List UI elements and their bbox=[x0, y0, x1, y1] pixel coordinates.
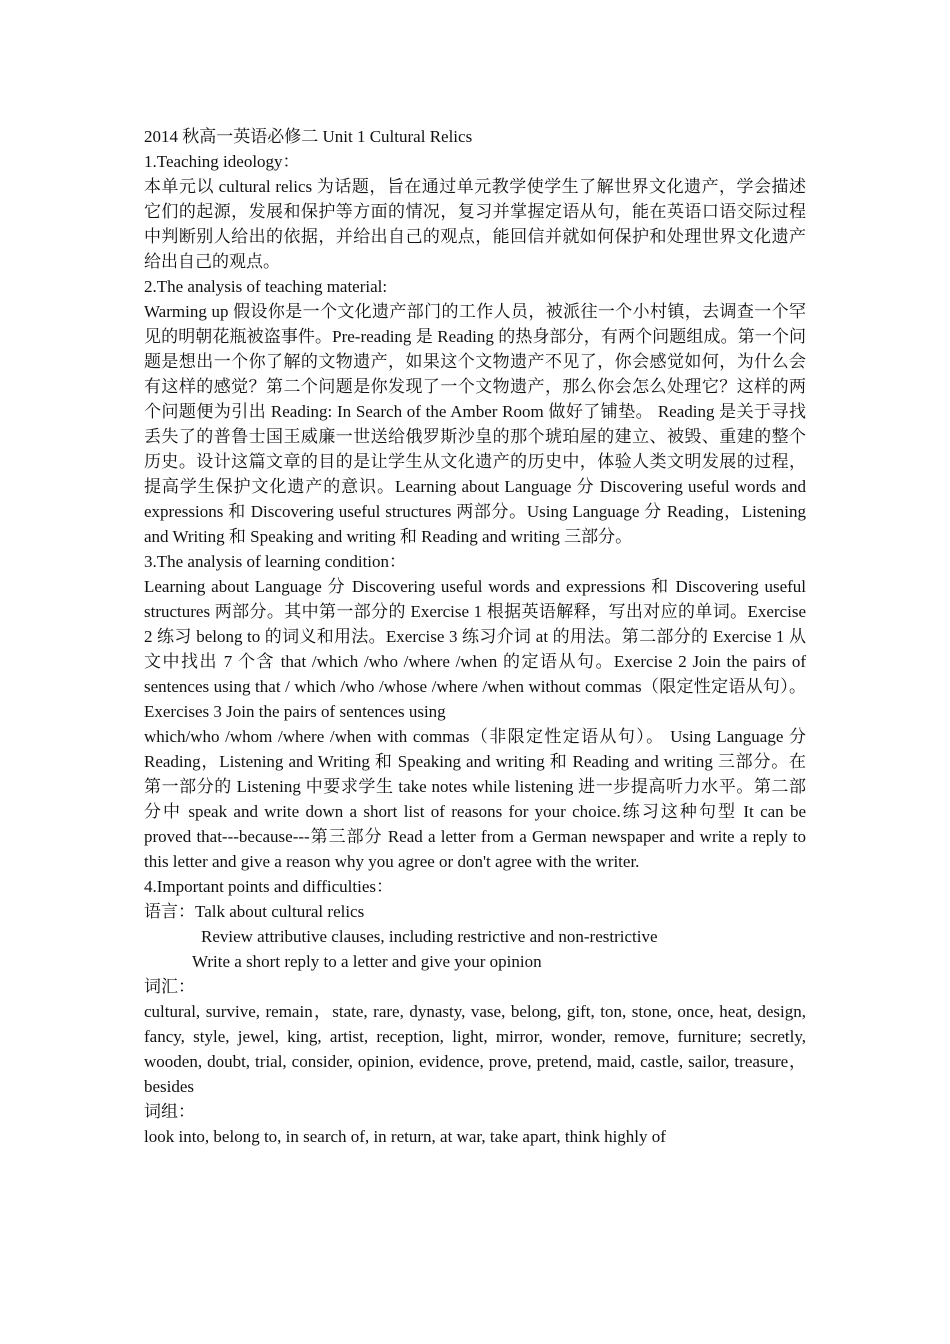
section-heading-learning-condition: 3.The analysis of learning condition： bbox=[144, 552, 407, 571]
phrases-list: look into, belong to, in search of, in return, at war, take apart, think highly of bbox=[144, 1127, 666, 1146]
paragraph-learning-condition-b: which/who /whom /where /when with commas（非限定性定语从句）。 Using Language 分 Reading，Listening and Writing 和 Speaking and writing 和 Reading and writing 三部分。在第一部分的 Listening 中要求学生 take notes while listening 进一步提高听力水平。第二部分中 speak and write down a short list of reasons for your choice.练习这种句型 It can be proved that---because---第三部分 Read a letter from a German newspaper and write a reply to this letter and give a reason why you agree or don't agree with the writer. bbox=[144, 727, 806, 871]
paragraph-teaching-material: Warming up 假设你是一个文化遗产部门的工作人员，被派往一个小村镇，去调查一个罕见的明朝花瓶被盗事件。Pre-reading 是 Reading 的热身部分，有两个问题组成。第一个问题是想出一个你了解的文物遗产，如果这个文物遗产不见了，你会感觉如何，为什么会有这样的感觉？第二个问题是你发现了一个文物遗产，那么你会怎么处理它？这样的两个问题便为引出 Reading: In Search of the Amber Room 做好了铺垫。 Reading 是关于寻找丢失了的普鲁士国王威廉一世送给俄罗斯沙皇的那个琥珀屋的建立、被毁、重建的整个历史。设计这篇文章的目的是让学生从文化遗产的历史中，体验人类文明发展的过程，提高学生保护文化遗产的意识。Learning about Language 分 Discovering useful words and expressions 和 Discovering useful structures 两部分。Using Language 分 Reading，Listening and Writing 和 Speaking and writing 和 Reading and writing 三部分。 bbox=[144, 302, 806, 546]
language-item-3: Write a short reply to a letter and give your opinion bbox=[192, 952, 542, 971]
vocabulary-list: cultural, survive, remain，state, rare, dynasty, vase, belong, gift, ton, stone, once, heat, design, fancy, style, jewel, king, artist, reception, light, mirror, wonder, remove, furniture; secretly, wooden, doubt, trial, consider, opinion, evidence, prove, pretend, maid, castle, sailor, treasure，besides bbox=[144, 1002, 806, 1096]
language-item-1: Talk about cultural relics bbox=[195, 902, 365, 921]
language-line-1 bbox=[144, 899, 806, 924]
document-page bbox=[144, 124, 806, 1149]
language-label: 语言： bbox=[144, 902, 195, 921]
language-item-2: Review attributive clauses, including restrictive and non-restrictive bbox=[201, 927, 658, 946]
section-heading-important-points: 4.Important points and difficulties： bbox=[144, 877, 393, 896]
vocabulary-label: 词汇： bbox=[144, 977, 195, 996]
paragraph-teaching-ideology: 本单元以 cultural relics 为话题，旨在通过单元教学使学生了解世界文化遗产，学会描述它们的起源，发展和保护等方面的情况，复习并掌握定语从句，能在英语口语交际过程中判断别人给出的依据，并给出自己的观点，能回信并就如何保护和处理世界文化遗产给出自己的观点。 bbox=[144, 177, 806, 271]
phrases-label: 词组： bbox=[144, 1102, 195, 1121]
paragraph-learning-condition-a: Learning about Language 分 Discovering useful words and expressions 和 Discovering useful structures 两部分。其中第一部分的 Exercise 1 根据英语解释，写出对应的单词。Exercise 2 练习 belong to 的词义和用法。Exercise 3 练习介词 at 的用法。第二部分的 Exercise 1 从文中找出 7 个含 that /which /who /where /when 的定语从句。Exercise 2 Join the pairs of sentences using that / which /who /whose /where /when without commas（限定性定语从句）。Exercises 3 Join the pairs of sentences using bbox=[144, 577, 806, 721]
section-heading-teaching-ideology: 1.Teaching ideology： bbox=[144, 152, 300, 171]
document-title: 2014 秋高一英语必修二 Unit 1 Cultural Relics bbox=[144, 127, 473, 146]
section-heading-teaching-material: 2.The analysis of teaching material: bbox=[144, 277, 388, 296]
